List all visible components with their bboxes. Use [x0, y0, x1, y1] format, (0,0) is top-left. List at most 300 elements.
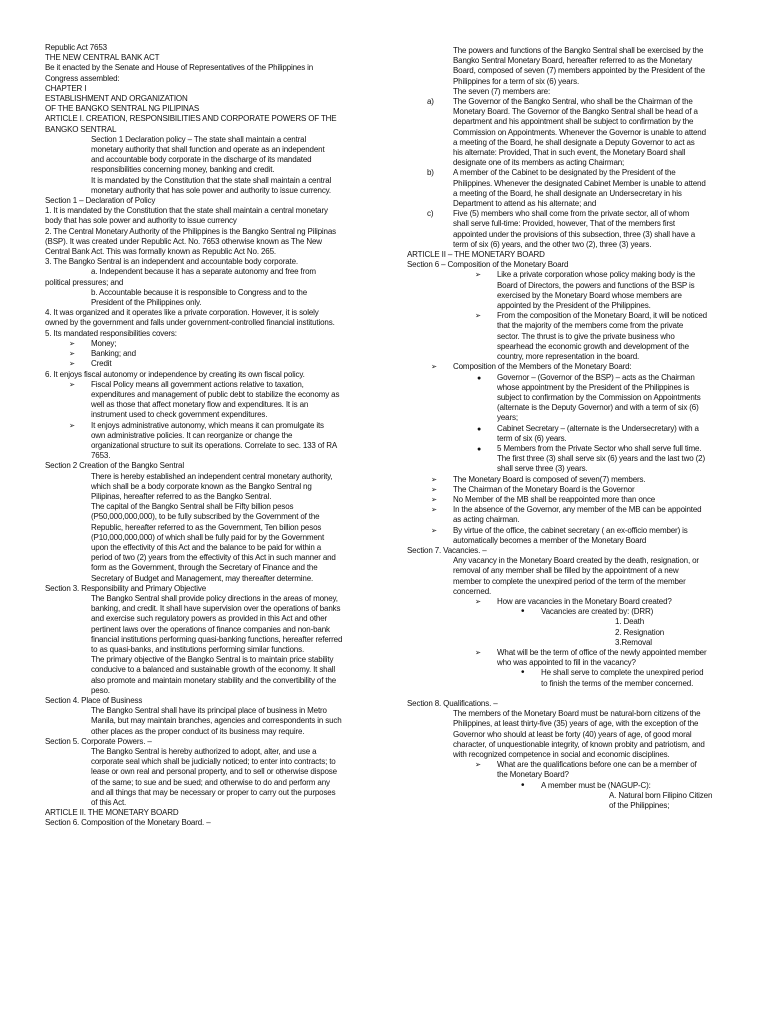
line-text: The Bangko Sentral is hereby authorized to adopt, alter, and use a — [91, 747, 317, 757]
line-text: exercised by the Monetary Board whose members are — [497, 290, 682, 300]
line-text: country, more representation in the board. — [497, 352, 640, 362]
text-line — [45, 706, 363, 716]
text-line — [407, 383, 725, 393]
text-line — [45, 349, 363, 359]
line-text: (alternate is the Deputy Governor) and with a term of six (6) — [497, 403, 699, 413]
line-text: b. Accountable because it is responsible to Congress and to the — [91, 287, 308, 297]
text-line — [407, 189, 725, 199]
arrow-bullet-icon — [475, 270, 481, 280]
text-line — [407, 658, 725, 668]
text-line — [407, 607, 725, 617]
line-text: to as quasi-banks, and institutions performing similar functions. — [91, 644, 305, 654]
line-text: Banking; and — [91, 349, 136, 359]
text-line — [45, 410, 363, 420]
line-text: Section 8. Qualifications. – — [407, 698, 498, 708]
line-text: Pilipinas, hereafter referred to as the Bangko Sentral. — [91, 491, 272, 501]
arrow-bullet-icon — [475, 760, 481, 770]
text-line — [45, 767, 363, 777]
arrow-bullet-icon — [431, 526, 437, 536]
line-text: 1. It is mandated by the Constitution that the state shall maintain a central monetary — [45, 206, 328, 216]
line-text: member to complete the unexpired period of the term of the member — [453, 576, 686, 586]
text-line — [45, 257, 363, 267]
text-line — [45, 665, 363, 675]
text-line — [45, 74, 363, 84]
line-text: Section 1 Declaration policy – The state shall maintain a central — [91, 134, 307, 144]
line-text: The Bangko Sentral shall have its principal place of business in Metro — [91, 706, 327, 716]
arrow-bullet-icon — [431, 475, 437, 485]
text-line — [45, 94, 363, 104]
text-line — [45, 298, 363, 308]
text-line — [45, 594, 363, 604]
text-line — [407, 699, 725, 709]
text-line — [45, 370, 363, 380]
line-text: (P50,000,000,000), to be fully subscribed by the Government of the — [91, 512, 320, 522]
text-line — [407, 311, 725, 321]
text-line — [45, 727, 363, 737]
line-text: peso. — [91, 685, 110, 695]
text-line — [45, 186, 363, 196]
text-line — [45, 329, 363, 339]
line-text: In the absence of the Governor, any member of the MB can be appointed — [453, 505, 702, 515]
text-line — [45, 441, 363, 451]
line-text: owned by the government and falls under government-controlled financial institutions. — [45, 318, 335, 328]
text-line — [407, 270, 725, 280]
text-line — [407, 495, 725, 505]
text-line — [407, 209, 725, 219]
text-line — [45, 267, 363, 277]
line-text: There is hereby established an independent central monetary authority, — [91, 471, 333, 481]
line-text: Manila, but may maintain branches, agencies and correspondents in such — [91, 716, 342, 726]
bullet-icon — [521, 668, 524, 678]
text-line — [407, 791, 725, 801]
text-line — [407, 597, 725, 607]
text-line — [45, 757, 363, 767]
line-text: automatically becomes a member of the Monetary Board — [453, 535, 647, 545]
line-text: Monetary Board. The Governor of the Bangko Sentral shall be head of a — [453, 107, 698, 117]
left-column — [45, 43, 363, 829]
bullet-icon — [521, 607, 524, 617]
text-line — [45, 114, 363, 124]
text-line — [45, 482, 363, 492]
text-line — [45, 533, 363, 543]
arrow-bullet-icon — [69, 339, 75, 349]
arrow-bullet-icon — [475, 648, 481, 658]
line-text: He shall serve to complete the unexpired period — [541, 668, 704, 678]
bullet-icon — [521, 781, 524, 791]
text-line — [45, 145, 363, 155]
text-line — [407, 158, 725, 168]
line-text: The powers and functions of the Bangko Sentral shall be exercised by the — [453, 46, 704, 55]
arrow-bullet-icon — [69, 349, 75, 359]
line-text: Governor who should at least be forty (40) years of age, of good moral — [453, 729, 692, 739]
line-text: 7653. — [91, 451, 111, 461]
arrow-bullet-icon — [475, 597, 481, 607]
line-text: The seven (7) members are: — [453, 86, 551, 96]
text-line — [407, 413, 725, 423]
line-text: Section 6. Composition of the Monetary Board. – — [45, 818, 211, 828]
line-text: Like a private corporation whose policy making body is the — [497, 270, 696, 280]
text-line — [45, 696, 363, 706]
line-text: Composition of the Members of the Monetary Board: — [453, 362, 632, 372]
line-text: OF THE BANGKO SENTRAL NG PILIPINAS — [45, 104, 200, 114]
text-line — [407, 168, 725, 178]
text-line — [45, 563, 363, 573]
line-text: a meeting of the Board, he shall designate a Deputy Governor to act as — [453, 137, 695, 147]
text-line — [45, 206, 363, 216]
line-text: 5. Its mandated responsibilities covers: — [45, 328, 177, 338]
arrow-bullet-icon — [431, 362, 437, 372]
text-line — [407, 740, 725, 750]
text-line — [45, 165, 363, 175]
arrow-bullet-icon — [431, 495, 437, 505]
line-text: How are vacancies in the Monetary Board created? — [497, 596, 672, 606]
line-text: A member must be (NAGUP-C): — [541, 780, 651, 790]
text-line — [45, 625, 363, 635]
line-text: corporate seal which shall be judicially noticed; to enter into contracts; to — [91, 757, 336, 767]
text-line — [45, 716, 363, 726]
line-text: 6. It enjoys fiscal autonomy or independence by creating its own fiscal policy. — [45, 369, 305, 379]
text-line — [45, 380, 363, 390]
text-line — [407, 454, 725, 464]
line-text: Any vacancy in the Monetary Board created by the death, resignation, or — [453, 556, 699, 566]
line-text: Bangko Sentral Monetary Board, hereafter referred to as the Monetary — [453, 56, 692, 66]
line-text: The Governor of the Bangko Sentral, who shall be the Chairman of the — [453, 97, 693, 107]
text-line — [407, 515, 725, 525]
text-line — [407, 781, 725, 791]
line-text: the Monetary Board? — [497, 770, 569, 780]
line-text: own administrative policies. It can reorganize or change the — [91, 430, 293, 440]
line-text: Be it enacted by the Senate and House of Representatives of the Philippines in — [45, 63, 314, 73]
text-line — [45, 676, 363, 686]
line-text: ESTABLISHMENT AND ORGANIZATION — [45, 94, 188, 104]
text-line — [407, 689, 725, 699]
line-text: (BSP). It was created under Republic Act. No. 7653 otherwise known as The New — [45, 236, 322, 246]
line-text: President of the Philippines only. — [91, 298, 202, 308]
text-line — [407, 403, 725, 413]
line-text: The capital of the Bangko Sentral shall be Fifty billion pesos — [91, 502, 294, 512]
line-text: Section 5. Corporate Powers. – — [45, 736, 152, 746]
line-text: political pressures; and — [45, 277, 124, 287]
text-line — [45, 339, 363, 349]
line-text: a. Independent because it has a separate autonomy and free from — [91, 267, 316, 277]
text-line — [407, 301, 725, 311]
line-text: to finish the terms of the member concerned. — [541, 678, 694, 688]
line-text: Section 6 – Composition of the Monetary Board — [407, 260, 569, 270]
line-text: Congress assembled: — [45, 73, 120, 83]
text-line — [407, 240, 725, 250]
text-line — [407, 87, 725, 97]
line-text: whose appointment by the President of the Philippines is — [497, 382, 690, 392]
text-line — [45, 645, 363, 655]
line-text: removal of any member shall be filled by the appointment of a new — [453, 566, 679, 576]
text-line — [407, 536, 725, 546]
line-text: term of six (6) years. — [497, 433, 567, 443]
text-line — [45, 176, 363, 186]
line-text: Section 1 – Declaration of Policy — [45, 196, 156, 206]
line-text: body that has sole power and authority to issue currency — [45, 216, 237, 226]
text-line — [407, 97, 725, 107]
line-text: BANGKO SENTRAL — [45, 124, 117, 134]
text-line — [407, 117, 725, 127]
text-line — [407, 485, 725, 495]
line-text: The members of the Monetary Board must be natural-born citizens of the — [453, 709, 701, 719]
text-line — [407, 199, 725, 209]
text-line — [45, 63, 363, 73]
line-text: conducive to a balanced and sustainable growth of the economy. It shall — [91, 665, 336, 675]
text-line — [45, 400, 363, 410]
text-line — [407, 128, 725, 138]
line-text: Board, composed of seven (7) members appointed by the President of the — [453, 66, 705, 76]
text-line — [407, 709, 725, 719]
text-line — [407, 770, 725, 780]
list-marker: b) — [427, 168, 434, 178]
text-line — [45, 778, 363, 788]
text-line — [407, 230, 725, 240]
line-text: 5 Members from the Private Sector who shall serve full time. — [497, 443, 702, 453]
text-line — [407, 148, 725, 158]
text-line — [45, 543, 363, 553]
text-line — [45, 584, 363, 594]
text-line — [407, 434, 725, 444]
text-line — [45, 390, 363, 400]
text-line — [45, 737, 363, 747]
text-line — [407, 679, 725, 689]
line-text: Section 7. Vacancies. – — [407, 545, 487, 555]
text-line — [45, 574, 363, 584]
text-line — [45, 798, 363, 808]
text-line — [45, 461, 363, 471]
text-line — [407, 587, 725, 597]
line-text: and exercise such regulatory powers as provided in this Act and other — [91, 614, 328, 624]
text-line — [407, 526, 725, 536]
line-text: ARTICLE I. CREATION, RESPONSIBILITIES AND CORPORATE POWERS OF THE — [45, 114, 337, 124]
arrow-bullet-icon — [475, 311, 481, 321]
text-line — [45, 196, 363, 206]
line-text: 1. Death — [615, 617, 645, 627]
arrow-bullet-icon — [431, 505, 437, 515]
text-line — [407, 444, 725, 454]
line-text: 3.Removal — [615, 637, 652, 647]
text-line — [407, 393, 725, 403]
line-text: sector. The thrust is to give the private business who — [497, 331, 675, 341]
text-line — [45, 614, 363, 624]
text-line — [407, 332, 725, 342]
text-line — [45, 53, 363, 63]
text-line — [407, 719, 725, 729]
line-text: Secretary of Budget and Management, may thereafter determine. — [91, 573, 314, 583]
text-line — [407, 291, 725, 301]
arrow-bullet-icon — [431, 485, 437, 495]
line-text: Republic Act 7653 — [45, 43, 107, 52]
line-text: It is mandated by the Constitution that the state shall maintain a central — [91, 175, 332, 185]
line-text: period of two (2) years from the effectivity of this Act in such manner and — [91, 553, 336, 563]
text-line — [407, 66, 725, 76]
arrow-bullet-icon — [69, 359, 75, 369]
text-line — [407, 566, 725, 576]
line-text: Board of Directors, the powers and functions of the BSP is — [497, 280, 695, 290]
right-column — [407, 46, 725, 811]
line-text: instrument used to check government expenditures. — [91, 410, 268, 420]
line-text: financial institutions performing quasi-banking functions, hereafter referred — [91, 634, 343, 644]
line-text: Section 2 Creation of the Bangko Sentral — [45, 461, 184, 471]
line-text: a meeting of the Board, he shall designate an Undersecretary in his — [453, 188, 682, 198]
list-marker: a) — [427, 97, 434, 107]
line-text: Vacancies are created by: (DRR) — [541, 607, 654, 617]
line-text: of the same; to sue and be sued; and otherwise to do and perform any — [91, 777, 330, 787]
line-text: The Bangko Sentral shall provide policy directions in the areas of money, — [91, 593, 338, 603]
line-text: as acting chairman. — [453, 515, 520, 525]
line-text: of this Act. — [91, 798, 127, 808]
line-text: banking, and credit. It shall have supervision over the operations of banks — [91, 604, 341, 614]
line-text: Philippines. Whenever the designated Cabinet Member is unable to attend — [453, 178, 706, 188]
text-line — [407, 138, 725, 148]
line-text: The Monetary Board is composed of seven(7) members. — [453, 474, 646, 484]
line-text: subject to confirmation by the Commission on Appointments — [497, 392, 701, 402]
line-text: The Chairman of the Monetary Board is the Governor — [453, 484, 635, 494]
line-text: other places as the proper conduct of its business may require. — [91, 726, 305, 736]
text-line — [45, 125, 363, 135]
text-line — [407, 352, 725, 362]
text-line — [407, 617, 725, 627]
text-line — [45, 43, 363, 53]
line-text: who was appointed to fill in the vacancy? — [497, 658, 636, 668]
line-text: Section 3. Responsibility and Primary Objective — [45, 583, 207, 593]
text-line — [407, 668, 725, 678]
text-line — [45, 523, 363, 533]
line-text: Philippines, at least thirty-five (35) years of age, with the exception of the — [453, 719, 699, 729]
line-text: Governor – (Governor of the BSP) – acts as the Chairman — [497, 372, 695, 382]
line-text: A member of the Cabinet to be designated by the President of the — [453, 168, 676, 178]
line-text: appointed under the provisions of this subsection, three (3) shall have a — [453, 229, 696, 239]
text-line — [45, 747, 363, 757]
line-text: expenditures and management of public debt to stabilize the economy as — [91, 389, 340, 399]
line-text: Five (5) members who shall come from the private sector, all of whom — [453, 209, 690, 219]
text-line — [45, 553, 363, 563]
line-text: which shall be a body corporate known as the Bangko Sentral ng — [91, 481, 312, 491]
text-line — [407, 464, 725, 474]
text-line — [407, 77, 725, 87]
line-text: Fiscal Policy means all government actions relative to taxation, — [91, 379, 304, 389]
line-text: and accountable body corporate in the discharge of its mandated — [91, 155, 312, 165]
line-text: ARTICLE II. THE MONETARY BOARD — [45, 808, 179, 818]
line-text: By virtue of the office, the cabinet secretary ( an ex-officio member) is — [453, 525, 688, 535]
text-line — [45, 216, 363, 226]
text-line — [45, 247, 363, 257]
text-line — [45, 472, 363, 482]
text-line — [45, 84, 363, 94]
text-line — [407, 638, 725, 648]
text-line — [45, 502, 363, 512]
line-text: monetary authority that shall function and operate as an independent — [91, 145, 325, 155]
text-line — [407, 179, 725, 189]
text-line — [407, 281, 725, 291]
text-line — [45, 104, 363, 114]
text-line — [45, 135, 363, 145]
text-line — [45, 451, 363, 461]
line-text: The first three (3) shall serve six (6) years and the last two (2) — [497, 454, 705, 464]
text-line — [407, 250, 725, 260]
line-text: (P10,000,000,000) of which shall be fully paid for by the Government — [91, 532, 325, 542]
text-line — [407, 362, 725, 372]
line-text: A. Natural born Filipino Citizen — [609, 790, 713, 800]
text-line — [407, 730, 725, 740]
line-text: term of six (6) years, and the other two (2), three (3) years. — [453, 239, 652, 249]
text-line — [407, 546, 725, 556]
text-line — [45, 155, 363, 165]
line-text: responsibilities concerning money, banking and credit. — [91, 165, 275, 175]
text-line — [407, 424, 725, 434]
text-line — [407, 342, 725, 352]
line-text: Credit — [91, 359, 112, 369]
line-text: 3. The Bangko Sentral is an independent and accountable body corporate. — [45, 257, 298, 267]
arrow-bullet-icon — [69, 380, 75, 390]
line-text: No Member of the MB shall be reappointed more than once — [453, 494, 656, 504]
text-line — [45, 318, 363, 328]
text-line — [45, 818, 363, 828]
line-text: Cabinet Secretary – (alternate is the Undersecretary) with a — [497, 423, 699, 433]
line-text: monetary authority that has sole power and authority to issue currency. — [91, 185, 331, 195]
text-line — [45, 492, 363, 502]
line-text: also promote and maintain monetary stability and the convertibility of the — [91, 675, 337, 685]
text-line — [407, 760, 725, 770]
arrow-bullet-icon — [69, 421, 75, 431]
text-line — [45, 808, 363, 818]
line-text: character, of unquestionable integrity, of known probity and patriotism, and — [453, 739, 705, 749]
text-line — [407, 321, 725, 331]
text-line — [407, 801, 725, 811]
line-text: well as those that affect monetary flow and expenditures. It is an — [91, 400, 309, 410]
line-text: that the majority of the members come from the private — [497, 321, 684, 331]
line-text: It enjoys administrative autonomy, which means it can promulgate its — [91, 420, 324, 430]
line-text: 2. The Central Monetary Authority of the Philippines is the Bangko Sentral ng Pilipinas — [45, 226, 336, 236]
line-text: department and his appointment shall be subject to confirmation by the — [453, 117, 694, 127]
text-line — [45, 686, 363, 696]
text-line — [407, 648, 725, 658]
list-marker: c) — [427, 209, 434, 219]
text-line — [407, 219, 725, 229]
line-text: spearhead the economic growth and development of the — [497, 341, 689, 351]
text-line — [407, 556, 725, 566]
line-text: Department to attend as his alternate; and — [453, 199, 597, 209]
text-line — [407, 373, 725, 383]
text-line — [45, 237, 363, 247]
line-text: Commission on Appointments. Whenever the Governor is unable to attend — [453, 127, 706, 137]
text-line — [45, 512, 363, 522]
line-text: of the Philippines; — [609, 801, 670, 811]
line-text: and all things that may be necessary or proper to carry out the purposes — [91, 787, 336, 797]
text-line — [45, 308, 363, 318]
text-line — [45, 431, 363, 441]
text-line — [407, 475, 725, 485]
line-text: organizational structure to suit its operations. Correlate to sec. 133 of RA — [91, 440, 338, 450]
text-line — [45, 655, 363, 665]
text-line — [45, 788, 363, 798]
line-text: designate one of its members as acting Chairman; — [453, 158, 625, 168]
text-line — [407, 750, 725, 760]
text-line — [45, 227, 363, 237]
text-line — [407, 628, 725, 638]
line-text: 2. Resignation — [615, 627, 665, 637]
text-line — [45, 359, 363, 369]
line-text: 4. It was organized and it operates like a private corporation. However, it is solely — [45, 308, 319, 318]
line-text: lease or own real and personal property, and to sell or otherwise dispose — [91, 767, 337, 777]
text-line — [45, 278, 363, 288]
text-line — [45, 421, 363, 431]
line-text: form as the Government, through the Secretary of Finance and the — [91, 563, 318, 573]
line-text: his alternate: Provided, That in such event, the Monetary Board shall — [453, 148, 686, 158]
line-text: Republic, hereafter referred to as the Government, Ten billion pesos — [91, 522, 322, 532]
line-text: concerned. — [453, 586, 492, 596]
